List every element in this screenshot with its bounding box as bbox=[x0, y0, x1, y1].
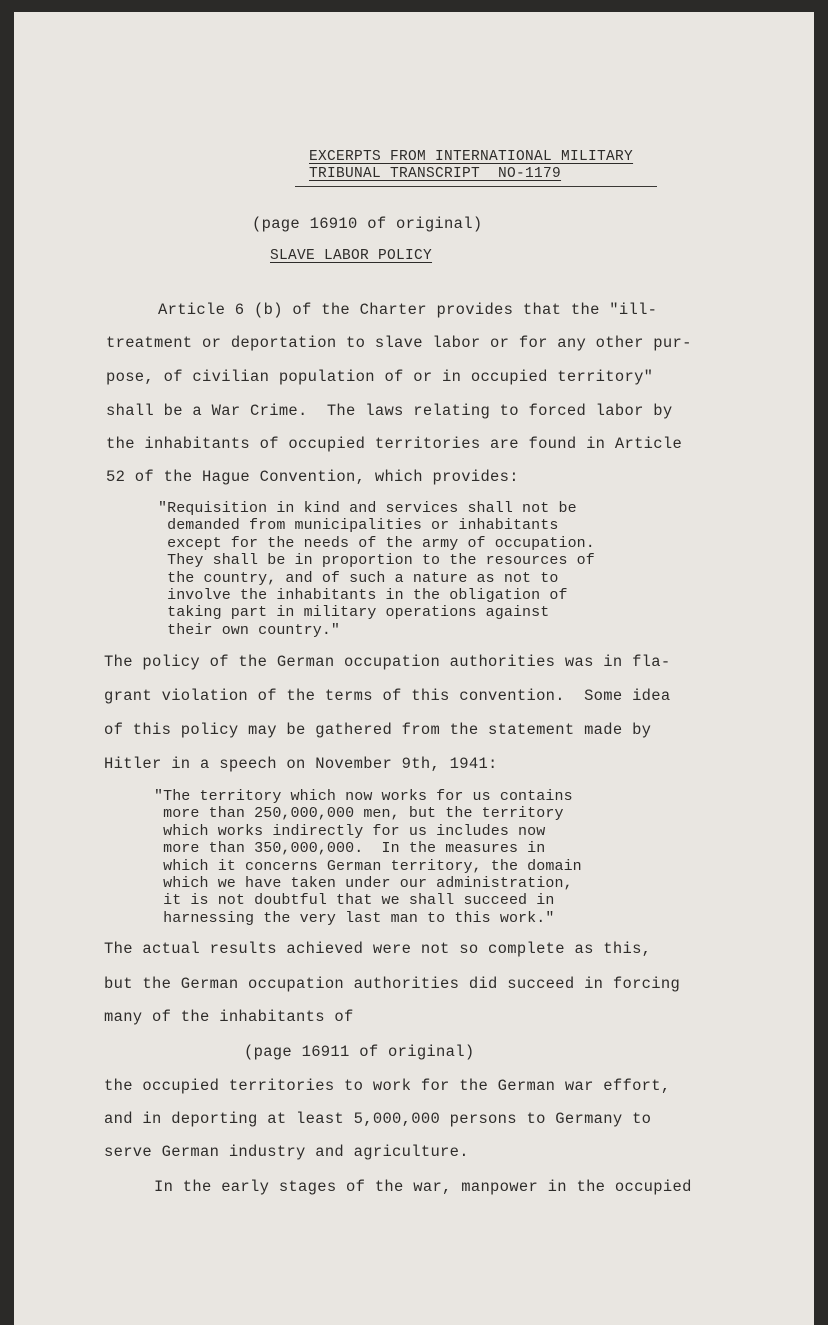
paragraph4-line: serve German industry and agriculture. bbox=[104, 1143, 469, 1161]
section-title: SLAVE LABOR POLICY bbox=[270, 248, 433, 264]
quote-hague-convention: "Requisition in kind and services shall not be demanded from municipalities or inhabitants except for the needs of the army of occupation. They shall be in proportion to the resources of the country, and of such a nature as not to involve the inhabitants in the obligation of taking part in military operations against their own country." bbox=[158, 500, 595, 639]
page-reference-2: (page 16911 of original) bbox=[244, 1043, 475, 1061]
header-line-1: EXCERPTS FROM INTERNATIONAL MILITARY bbox=[309, 149, 634, 165]
paragraph5-line: In the early stages of the war, manpower in the occupied bbox=[154, 1178, 692, 1196]
quote-hitler-speech: "The territory which now works for us contains more than 250,000,000 men, but the territory which works indirectly for us includes now more than 350,000,000. In the measures in which it concerns German territory, the domain which we have taken under our administration, it is not doubtful that we shall succeed in harnessing the very last man to this work." bbox=[154, 788, 582, 927]
paragraph2-line: of this policy may be gathered from the statement made by bbox=[104, 721, 652, 739]
paragraph1-line: treatment or deportation to slave labor or for any other pur- bbox=[106, 334, 692, 352]
paragraph1-line: pose, of civilian population of or in occupied territory" bbox=[106, 368, 654, 386]
paragraph2-line: Hitler in a speech on November 9th, 1941: bbox=[104, 755, 498, 773]
paragraph3-line: The actual results achieved were not so complete as this, bbox=[104, 940, 652, 958]
header-line-2: TRIBUNAL TRANSCRIPT NO-1179 bbox=[309, 166, 562, 182]
paragraph2-line: grant violation of the terms of this convention. Some idea bbox=[104, 687, 671, 705]
paragraph3-line: many of the inhabitants of bbox=[104, 1008, 354, 1026]
header-rule bbox=[295, 186, 657, 187]
paragraph1-line: shall be a War Crime. The laws relating to forced labor by bbox=[106, 402, 673, 420]
page-reference-1: (page 16910 of original) bbox=[252, 215, 483, 233]
paragraph1-line: Article 6 (b) of the Charter provides that the "ill- bbox=[158, 301, 658, 319]
paragraph4-line: and in deporting at least 5,000,000 persons to Germany to bbox=[104, 1110, 652, 1128]
paragraph1-line: 52 of the Hague Convention, which provides: bbox=[106, 468, 519, 486]
paragraph4-line: the occupied territories to work for the German war effort, bbox=[104, 1077, 671, 1095]
paragraph2-line: The policy of the German occupation authorities was in fla- bbox=[104, 653, 671, 671]
paragraph1-line: the inhabitants of occupied territories are found in Article bbox=[106, 435, 683, 453]
paragraph3-line: but the German occupation authorities did succeed in forcing bbox=[104, 975, 681, 993]
